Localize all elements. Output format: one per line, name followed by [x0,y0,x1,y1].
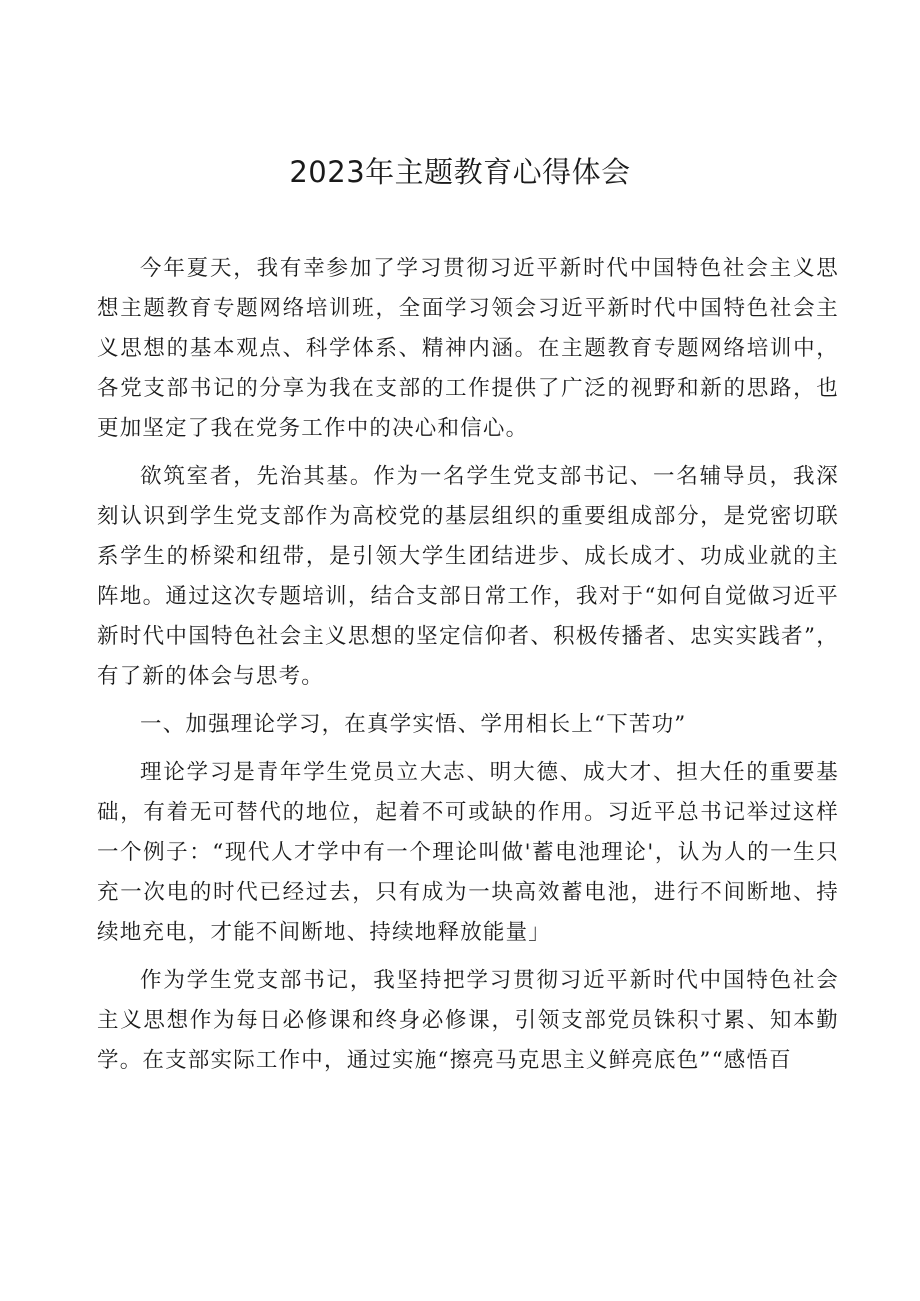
document-body [97,249,839,1081]
paragraph-intro: 今年夏天，我有幸参加了学习贯彻习近平新时代中国特色社会主义思想主题教育专题网络培训班，全面学习领会习近平新时代中国特色社会主义思想的基本观点、科学体系、精神内涵。在主题教育专题网络培训中，各党支部书记的分享为我在支部的工作提供了广泛的视野和新的思路，也更加坚定了我在党务工作中的决心和信心。 [97,256,839,441]
paragraph-foundation: 欲筑室者，先治其基。作为一名学生党支部书记、一名辅导员，我深刻认识到学生党支部作为高校党的基层组织的重要组成部分，是党密切联系学生的桥梁和纽带，是引领大学生团结进步、成长成才、功成业就的主阵地。通过这次专题培训，结合支部日常工作，我对于“如何自觉做习近平新时代中国特色社会主义思想的坚定信仰者、积极传播者、忠实实践者”，有了新的体会与思考。 [97,464,839,689]
document-title: 2023年主题教育心得体会 [289,155,631,189]
section-heading-theory-study: 一、加强理论学习，在真学实悟、学用相长上“下苦功” [140,712,687,737]
paragraph-theory-study: 理论学习是青年学生党员立大志、明大德、成大才、担大任的重要基础，有着无可替代的地位，起着不可或缺的作用。习近平总书记举过这样一个例子：“现代人才学中有一个理论叫做'蓄电池理论'，认为人的一生只充一次电的时代已经过去，只有成为一块高效蓄电池，进行不间断地、持续地充电，才能不间断地、持续地释放能量」 [97,760,839,945]
paragraph-branch-secretary: 作为学生党支部书记，我坚持把学习贯彻习近平新时代中国特色社会主义思想作为每日必修课和终身必修课，引领支部党员铢积寸累、知本勤学。在支部实际工作中，通过实施“擦亮马克思主义鲜亮底色”“感悟百 [97,968,839,1073]
